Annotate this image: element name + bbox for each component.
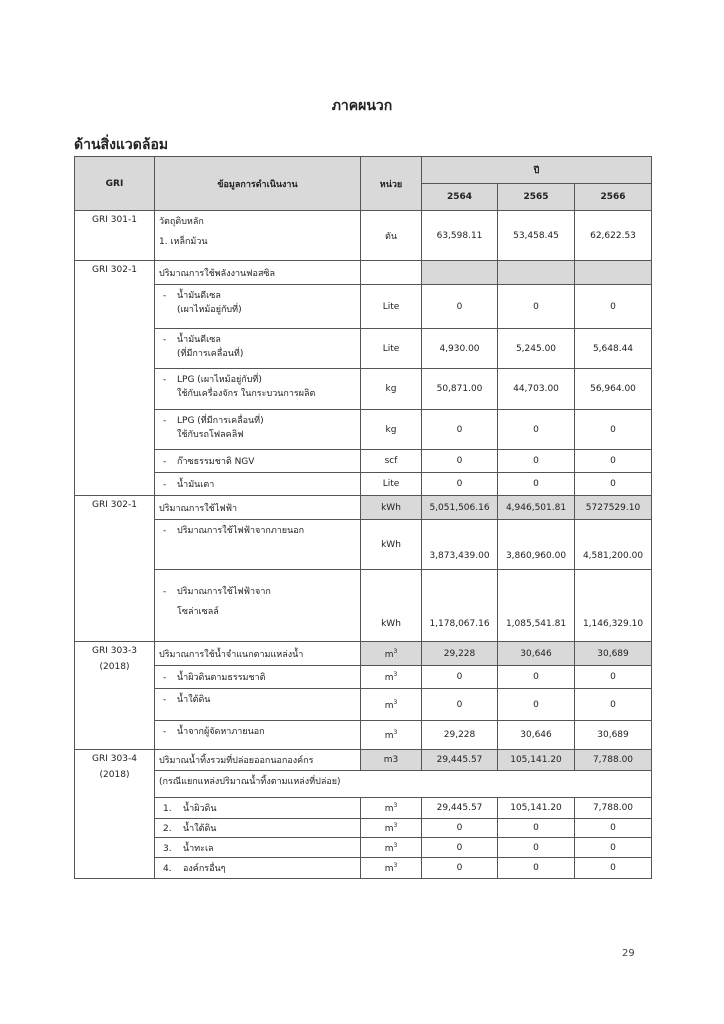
item-label: ก๊าซธรรมชาติ NGV: [177, 457, 255, 467]
table-row: [75, 858, 652, 879]
row-label: [155, 450, 361, 473]
value-2566: 30,689: [575, 721, 652, 750]
item-sublabel: โซล่าเซลล์: [177, 607, 219, 617]
header-year: 2565: [498, 184, 575, 211]
breakdown-note: (กรณีแยกแหล่งปริมาณน้ำทิ้งตามแหล่งที่ปล่อย): [155, 771, 652, 798]
group-title: ปริมาณการใช้พลังงานฟอสซิล: [155, 261, 361, 285]
value-blank: [498, 261, 575, 285]
value-2565: 30,646: [498, 642, 575, 666]
unit-cell: Lite: [361, 329, 422, 369]
group-title: ปริมาณการใช้ไฟฟ้า: [155, 496, 361, 520]
gri-year: (2018): [99, 770, 130, 780]
value-2565: 0: [498, 410, 575, 450]
gri-code: GRI 302-1: [75, 496, 155, 642]
value-2565: 105,141.20: [498, 798, 575, 819]
header-unit: หน่วย: [361, 157, 422, 211]
value-2565: 0: [498, 858, 575, 879]
value-2565: 0: [498, 666, 575, 689]
item-label: น้ำมันดีเซล: [177, 291, 221, 301]
value-2565: 4,946,501.81: [498, 496, 575, 520]
unit-cell: scf: [361, 450, 422, 473]
unit-cell: $m^3$: [361, 798, 422, 819]
gri-year: (2018): [99, 662, 130, 672]
value-2566: 5727529.10: [575, 496, 652, 520]
value-2564: 0: [422, 858, 498, 879]
table-row: [75, 721, 652, 750]
row-label: [155, 369, 361, 410]
item-label: น้ำมันเตา: [177, 480, 215, 490]
table-row: [75, 410, 652, 450]
value-2565: 53,458.45: [498, 211, 575, 261]
value-2564: 4,930.00: [422, 329, 498, 369]
value-2564: 3,873,439.00: [422, 520, 498, 570]
unit-cell: $m^3$: [361, 689, 422, 721]
page-title: ภาคผนวก: [331, 98, 393, 114]
item-label: น้ำใต้ดิน: [183, 824, 217, 834]
item-label: LPG (ที่มีการเคลื่อนที่): [177, 416, 264, 426]
value-2564: 50,871.00: [422, 369, 498, 410]
gri-code: [75, 642, 155, 750]
bullet-dash: -: [163, 673, 167, 683]
value-2564: 29,445.57: [422, 798, 498, 819]
value-2564: 0: [422, 819, 498, 838]
table-row: [75, 473, 652, 496]
table-row: [75, 496, 652, 520]
bullet-dash: -: [163, 727, 167, 737]
value-2566: 56,964.00: [575, 369, 652, 410]
value-2564: 0: [422, 285, 498, 329]
item-label: ปริมาณการใช้ไฟฟ้าจาก: [177, 587, 271, 597]
value-2566: 30,689: [575, 642, 652, 666]
value-2566: 0: [575, 819, 652, 838]
unit-cell: kWh: [361, 496, 422, 520]
row-label: [155, 858, 361, 879]
item-label: 1. เหล็กม้วน: [159, 237, 208, 247]
value-2566: 62,622.53: [575, 211, 652, 261]
item-sublabel: ใช้กับเครื่องจักร ในกระบวนการผลิต: [177, 389, 316, 399]
table-row: [75, 750, 652, 771]
value-2566: 1,146,329.10: [575, 570, 652, 642]
table-row: [75, 520, 652, 570]
header-gri: GRI: [75, 157, 155, 211]
value-2565: 105,141.20: [498, 750, 575, 771]
item-label: น้ำผิวดินตามธรรมชาติ: [177, 673, 266, 683]
gri-code-label: GRI 303-3: [92, 646, 137, 656]
value-2564: 0: [422, 666, 498, 689]
value-2566: 0: [575, 838, 652, 858]
unit-cell: m3: [361, 750, 422, 771]
header-year: 2566: [575, 184, 652, 211]
unit-cell: kWh: [361, 520, 422, 570]
table-row: [75, 285, 652, 329]
table-row: [75, 819, 652, 838]
table-row: [75, 666, 652, 689]
item-label: น้ำทะเล: [183, 843, 214, 854]
value-2565: 0: [498, 285, 575, 329]
item-label: น้ำมันดีเซล: [177, 335, 221, 345]
row-label: [155, 721, 361, 750]
table-row: [75, 838, 652, 858]
value-2565: 44,703.00: [498, 369, 575, 410]
row-label: [155, 520, 361, 570]
group-title: วัตถุดิบหลัก: [159, 217, 204, 227]
item-label: LPG (เผาไหม้อยู่กับที่): [177, 375, 262, 385]
value-2564: 0: [422, 473, 498, 496]
item-sublabel: ใช้กับรถโฟลคลิฟ: [177, 430, 244, 440]
value-2566: 0: [575, 473, 652, 496]
unit-cell: $m^3$: [361, 858, 422, 879]
unit-cell: Lite: [361, 473, 422, 496]
value-2566: 7,788.00: [575, 798, 652, 819]
value-2564: 29,228: [422, 642, 498, 666]
value-2565: 30,646: [498, 721, 575, 750]
value-2564: 0: [422, 450, 498, 473]
table-row: [75, 689, 652, 721]
unit-cell: [361, 261, 422, 285]
gri-code: [75, 750, 155, 879]
table-row: [75, 261, 652, 285]
gri-code: GRI 301-1: [75, 211, 155, 261]
table-row: [75, 369, 652, 410]
row-label: [155, 211, 361, 261]
item-label: น้ำผิวดิน: [183, 804, 217, 814]
value-2566: 7,788.00: [575, 750, 652, 771]
value-2566: 0: [575, 858, 652, 879]
bullet-dash: -: [163, 695, 167, 705]
unit-cell: $m^3$: [361, 819, 422, 838]
value-2564: 29,228: [422, 721, 498, 750]
value-2565: 0: [498, 689, 575, 721]
header-year: 2564: [422, 184, 498, 211]
value-2566: 5,648.44: [575, 329, 652, 369]
row-label: [155, 410, 361, 450]
table-row: [75, 798, 652, 819]
value-blank: [575, 261, 652, 285]
header-year-group: ปี: [422, 157, 652, 184]
gri-code: GRI 302-1: [75, 261, 155, 496]
page-number: 29: [622, 948, 635, 959]
section-title: ด้านสิ่งแวดล้อม: [74, 137, 169, 153]
item-label: ปริมาณการใช้ไฟฟ้าจากภายนอก: [177, 526, 305, 536]
row-label: [155, 838, 361, 858]
header-info: ข้อมูลการดำเนินงาน: [155, 157, 361, 211]
item-label: น้ำจากผู้จัดหาภายนอก: [177, 727, 265, 737]
unit-cell: $m^3$: [361, 666, 422, 689]
bullet-dash: -: [163, 480, 167, 490]
unit-cell: $m^3$: [361, 721, 422, 750]
item-label: น้ำใต้ดิน: [177, 695, 211, 705]
unit-cell: $m^3$: [361, 642, 422, 666]
list-number: 1.: [163, 804, 172, 814]
item-sublabel: (เผาไหม้อยู่กับที่): [177, 305, 242, 315]
unit-cell: $m^3$: [361, 838, 422, 858]
unit-cell: kWh: [361, 570, 422, 642]
row-label: [155, 689, 361, 721]
value-blank: [422, 261, 498, 285]
value-2564: 0: [422, 410, 498, 450]
header-row: [75, 157, 652, 184]
bullet-dash: -: [163, 375, 167, 385]
table-row: [75, 642, 652, 666]
value-2565: 0: [498, 450, 575, 473]
unit-cell: kg: [361, 369, 422, 410]
list-number: 4.: [163, 864, 172, 874]
bullet-dash: -: [163, 526, 167, 536]
bullet-dash: -: [163, 291, 167, 301]
gri-code-label: GRI 303-4: [92, 754, 137, 764]
table-row: [75, 329, 652, 369]
row-label: [155, 819, 361, 838]
value-2566: 0: [575, 285, 652, 329]
table-row: [75, 211, 652, 261]
table-row: [75, 771, 652, 798]
environment-data-table: [74, 156, 652, 879]
row-label: [155, 473, 361, 496]
value-2564: 29,445.57: [422, 750, 498, 771]
value-2566: 0: [575, 410, 652, 450]
value-2565: 0: [498, 819, 575, 838]
unit-cell: ตัน: [361, 211, 422, 261]
row-label: [155, 285, 361, 329]
value-2566: 4,581,200.00: [575, 520, 652, 570]
list-number: 2.: [163, 824, 172, 834]
row-label: [155, 666, 361, 689]
value-2564: 0: [422, 689, 498, 721]
value-2566: 0: [575, 450, 652, 473]
bullet-dash: -: [163, 335, 167, 345]
value-2564: 63,598.11: [422, 211, 498, 261]
bullet-dash: -: [163, 457, 167, 467]
table-row: [75, 570, 652, 642]
row-label: [155, 798, 361, 819]
table-row: [75, 450, 652, 473]
group-title: ปริมาณน้ำทิ้งรวมที่ปล่อยออกนอกองค์กร: [155, 750, 361, 771]
row-label: [155, 570, 361, 642]
bullet-dash: -: [163, 416, 167, 426]
value-2564: 0: [422, 838, 498, 858]
unit-cell: kg: [361, 410, 422, 450]
group-title: ปริมาณการใช้น้ำจำแนกตามแหล่งน้ำ: [155, 642, 361, 666]
row-label: [155, 329, 361, 369]
value-2566: 0: [575, 689, 652, 721]
unit-cell: Lite: [361, 285, 422, 329]
value-2564: 1,178,067.16: [422, 570, 498, 642]
value-2566: 0: [575, 666, 652, 689]
value-2565: 0: [498, 473, 575, 496]
item-label: องค์กรอื่นๆ: [183, 864, 226, 874]
value-2565: 0: [498, 838, 575, 858]
value-2565: 1,085,541.81: [498, 570, 575, 642]
value-2565: 5,245.00: [498, 329, 575, 369]
value-2564: 5,051,506.16: [422, 496, 498, 520]
item-sublabel: (ที่มีการเคลื่อนที่): [177, 349, 244, 359]
list-number: 3.: [163, 843, 172, 854]
bullet-dash: -: [163, 587, 167, 597]
value-2565: 3,860,960.00: [498, 520, 575, 570]
